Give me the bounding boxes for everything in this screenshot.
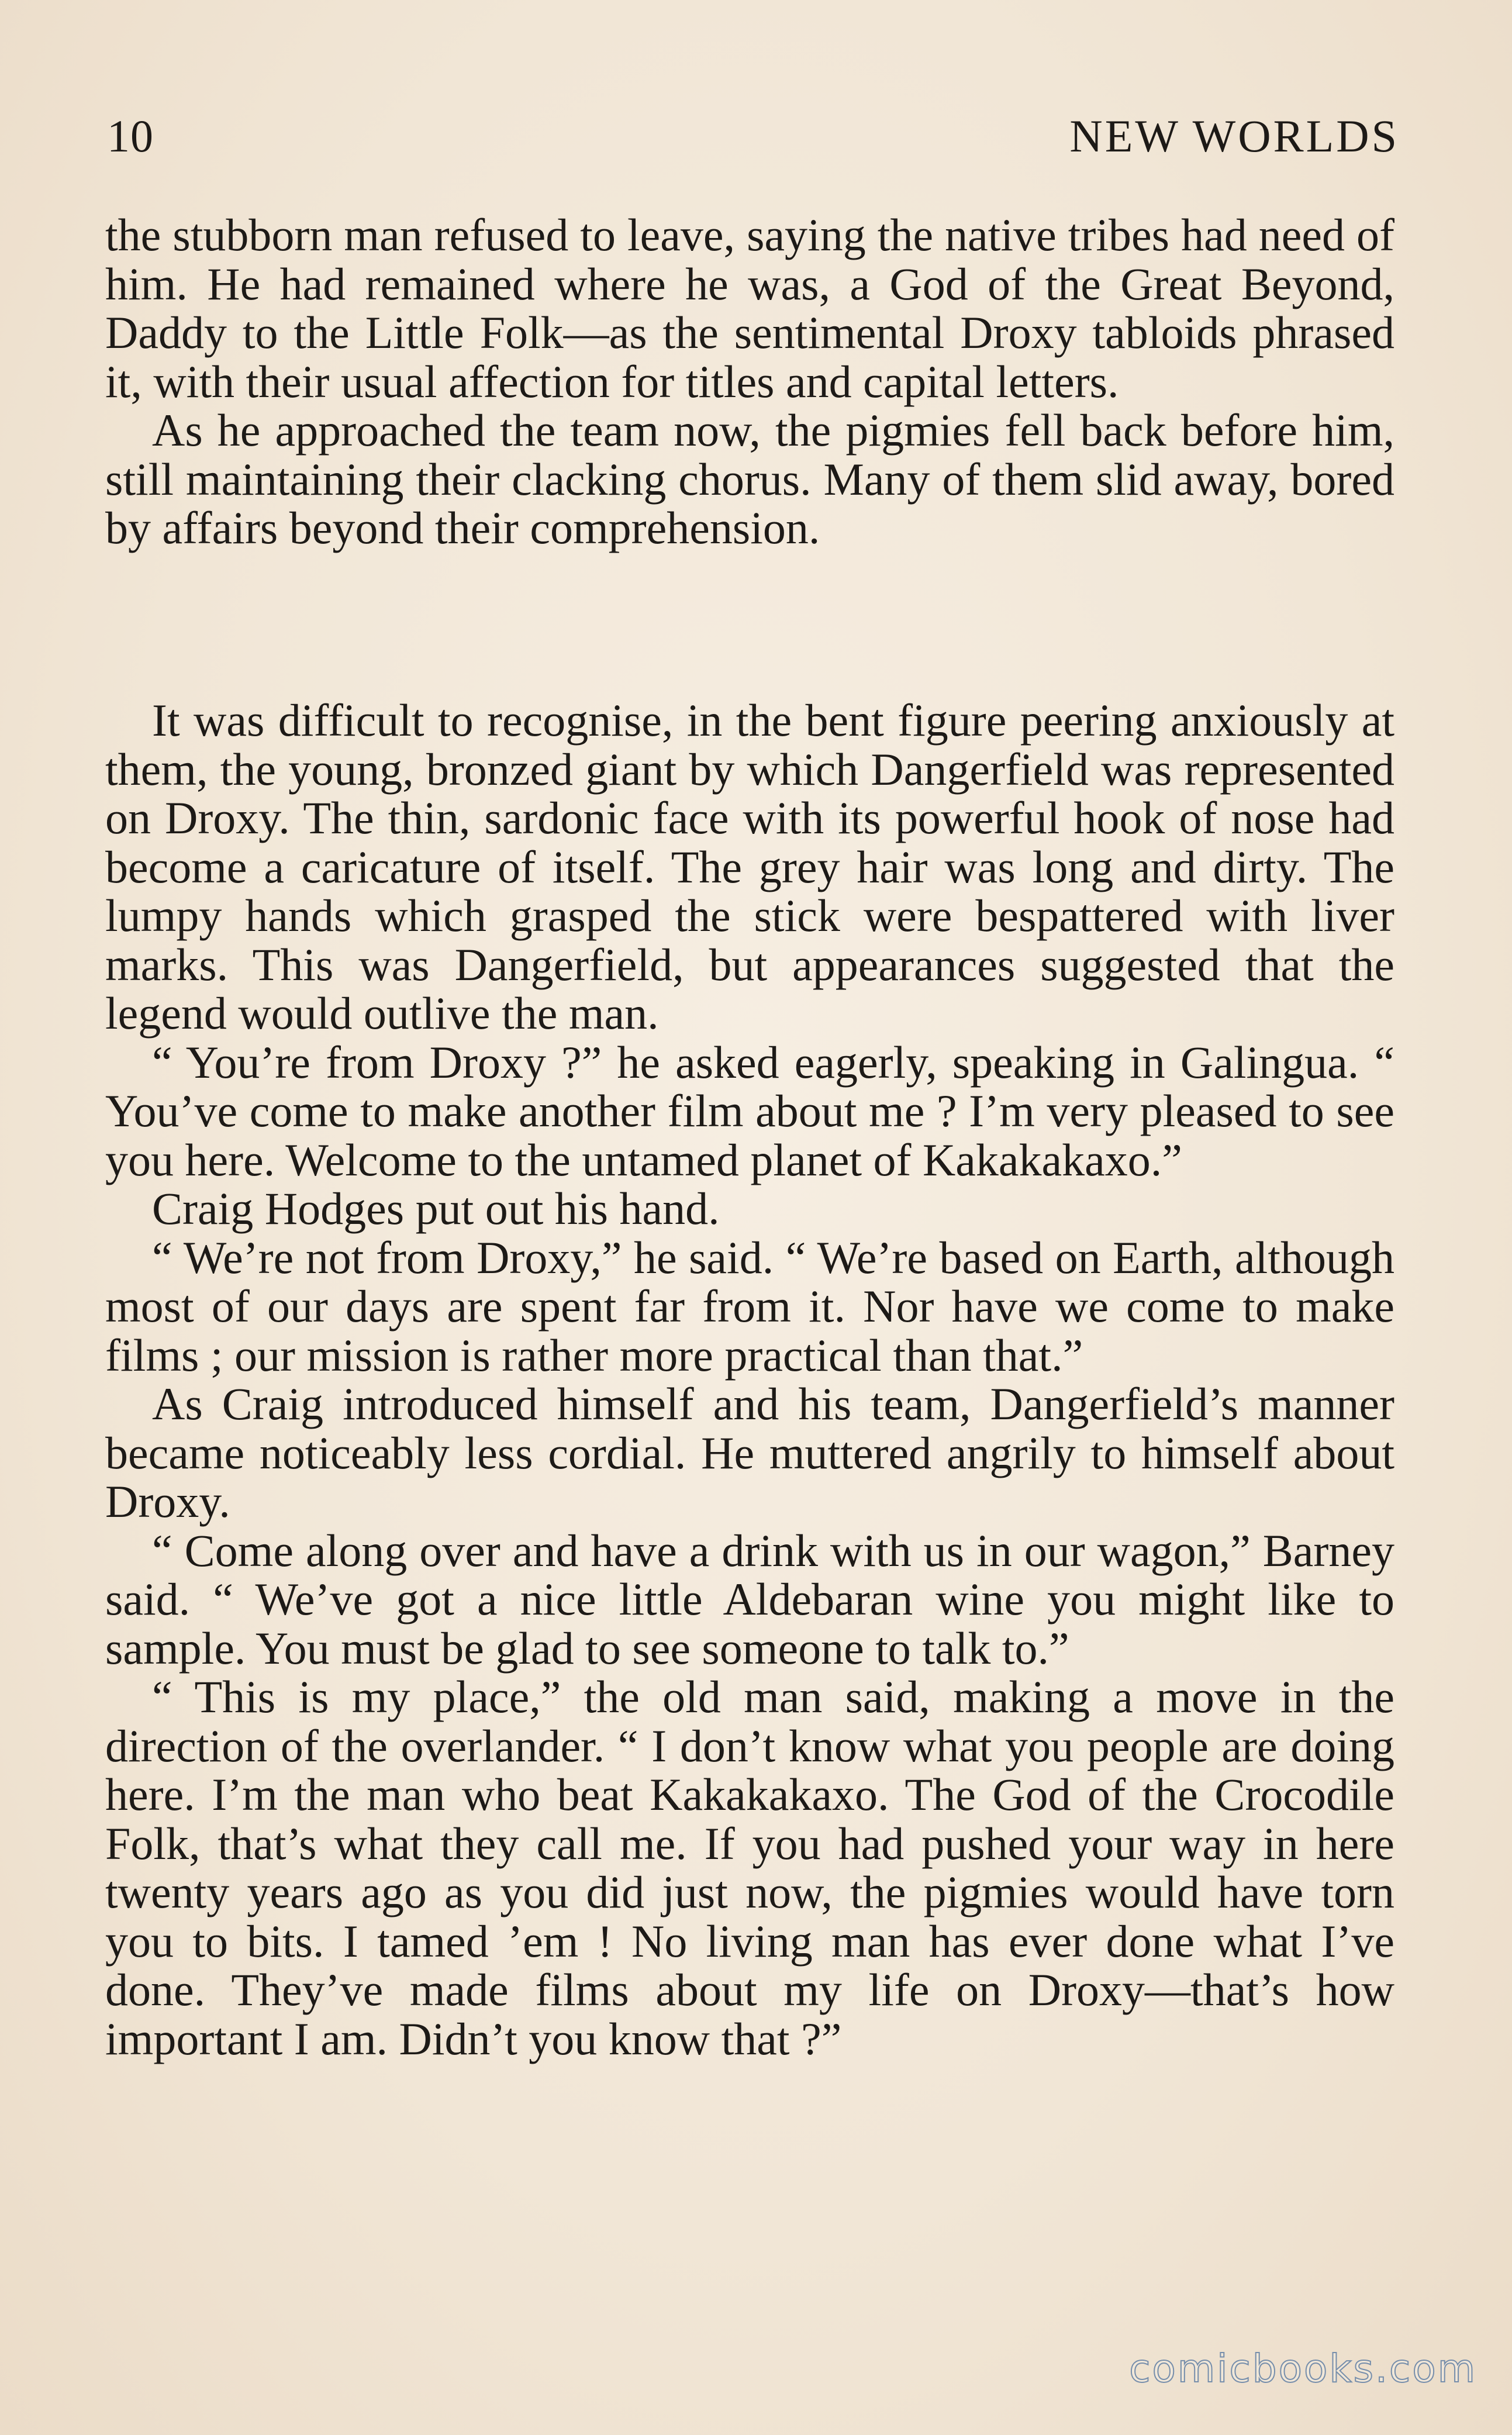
running-head <box>107 104 1399 168</box>
paragraph: As Craig introduced himself and his team, Dangerfield’s manner became noticeably less cordial. He muttered angrily to himself about Droxy. <box>105 1378 1394 1527</box>
paragraph: “ We’re not from Droxy,” he said. “ We’re based on Earth, although most of our days are spent far from it. Nor have we come to make films ; our mission is rather more practical than that.” <box>105 1232 1394 1381</box>
watermark: comicbooks.com <box>1129 2346 1477 2391</box>
journal-title: NEW WORLDS <box>1069 111 1399 161</box>
paragraph: “ You’re from Droxy ?” he asked eagerly, speaking in Galingua. “ You’ve come to make another film about me ? I’m very pleased to see you here. Welcome to the untamed planet of Kakakakaxo.” <box>105 1036 1394 1185</box>
paragraph: Craig Hodges put out his hand. <box>152 1183 720 1234</box>
text-section-1 <box>105 211 1394 553</box>
page-number: 10 <box>107 111 154 161</box>
paragraph: It was difficult to recognise, in the bent figure peering anxiously at them, the young, bronzed giant by which Dangerfield was represented on Droxy. The thin, sardonic face with its powerful hook of nose had become a caricature of itself. The grey hair was long and dirty. The lumpy hands which grasped the stick were bespattered with liver marks. This was Dangerfield, but appearances suggested that the legend would outlive the man. <box>105 695 1394 1039</box>
paragraph: “ Come along over and have a drink with us in our wagon,” Barney said. “ We’ve got a nice little Aldebaran wine you might like to sample. You must be glad to see someone to talk to.” <box>105 1525 1394 1674</box>
paragraph: the stubborn man refused to leave, saying the native tribes had need of him. He had remained where he was, a God of the Great Beyond, Daddy to the Little Folk—as the sentimental Droxy tabloids phrased it, with their usual affection for titles and capital letters. <box>105 209 1394 407</box>
text-section-2 <box>105 696 1394 2063</box>
paragraph: As he approached the team now, the pigmies fell back before him, still maintaining their clacking chorus. Many of them slid away, bored by affairs beyond their comprehension. <box>105 405 1394 553</box>
paragraph: “ This is my place,” the old man said, making a move in the direction of the overlander. “ I don’t know what you people are doing here. I’m the man who beat Kakakakaxo. The God of the Crocodile Folk, that’s what they call me. If you had pushed your way in here twenty years ago as you did just now, the pigmies would have torn you to bits. I tamed ’em ! No living man has ever done what I’ve done. They’ve made films about my life on Droxy—that’s how important I am. Didn’t you know that ?” <box>105 1671 1394 2064</box>
